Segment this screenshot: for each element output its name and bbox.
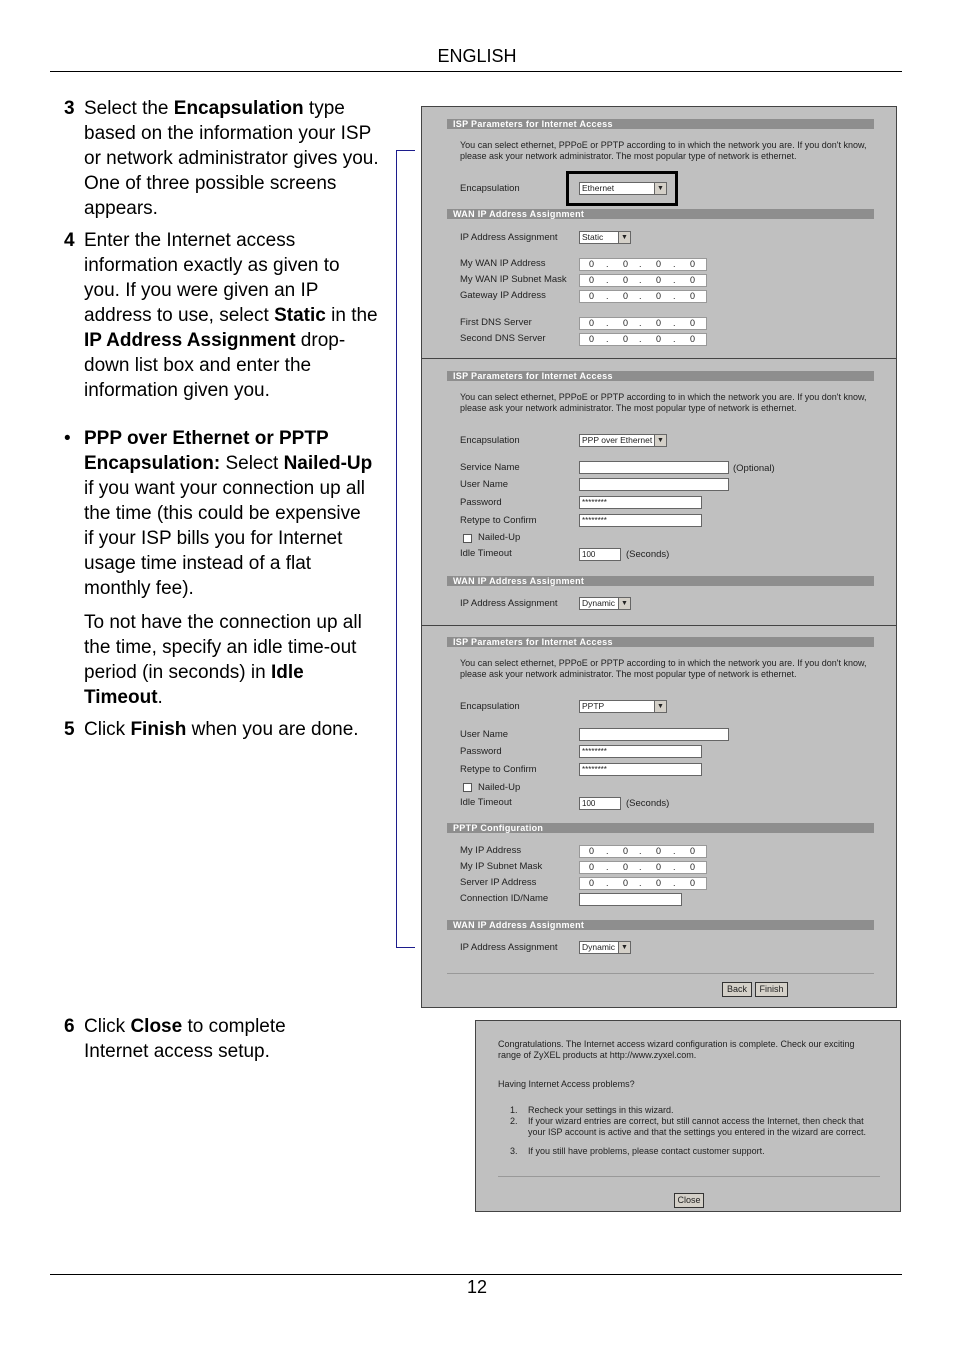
- close-button[interactable]: Close: [674, 1193, 704, 1208]
- user-name-input[interactable]: [579, 728, 729, 741]
- item-2-number: 2.: [510, 1116, 518, 1126]
- my-wan-ip-label: My WAN IP Address: [460, 258, 546, 269]
- problems-heading: Having Internet Access problems?: [498, 1079, 635, 1089]
- step-5: 5 Click Finish when you are done.: [64, 719, 359, 740]
- dns2-label: Second DNS Server: [460, 333, 546, 344]
- idle-timeout-label: Idle Timeout: [460, 548, 512, 559]
- isp-parameters-title: ISP Parameters for Internet Access: [447, 119, 874, 129]
- page-number: 12: [466, 1277, 488, 1297]
- password-input[interactable]: ********: [579, 745, 702, 758]
- retype-input[interactable]: ********: [579, 514, 702, 527]
- retype-label: Retype to Confirm: [460, 515, 537, 526]
- nailed-up-checkbox[interactable]: [463, 534, 472, 543]
- dropdown-arrow-icon: ▼: [618, 598, 630, 609]
- connection-id-label: Connection ID/Name: [460, 893, 549, 904]
- ip-assignment-select[interactable]: Dynamic ▼: [579, 941, 631, 954]
- item-2-text: If your wizard entries are correct, but still cannot access the Internet, then check that your ISP account is active and that the settings you entered in the wizard are correct.: [528, 1116, 867, 1137]
- back-button[interactable]: Back: [722, 982, 752, 997]
- encapsulation-select[interactable]: PPP over Ethernet ▼: [579, 434, 667, 447]
- nailed-up-label: Nailed-Up: [478, 532, 521, 543]
- idle-timeout-label: Idle Timeout: [460, 797, 512, 808]
- encapsulation-select[interactable]: PPTP ▼: [579, 700, 667, 713]
- step-6: 6 Click Close to complete Internet access setup.: [64, 1016, 286, 1062]
- step-3: 3 Select the Encapsulation type based on the information your ISP or network administrator gives you. One of three possible screens appears.: [64, 98, 379, 219]
- my-ip-label: My IP Address: [460, 845, 522, 856]
- ip-assignment-select[interactable]: Static ▼: [579, 231, 631, 244]
- service-name-input[interactable]: [579, 461, 729, 474]
- encapsulation-select[interactable]: Ethernet ▼: [579, 182, 667, 195]
- password-input[interactable]: ********: [579, 496, 702, 509]
- seconds-label: (Seconds): [626, 549, 670, 560]
- gateway-field[interactable]: 0 . 0 . 0 . 0: [579, 290, 707, 303]
- button-divider: [447, 973, 874, 974]
- nailed-up-checkbox[interactable]: [463, 783, 472, 792]
- ip-assignment-label: IP Address Assignment: [460, 942, 558, 953]
- isp-parameters-title: ISP Parameters for Internet Access: [447, 637, 874, 647]
- service-name-label: Service Name: [460, 462, 520, 473]
- user-name-input[interactable]: [579, 478, 729, 491]
- header-rule: [50, 71, 902, 72]
- item-3-number: 3.: [510, 1146, 518, 1156]
- footer-rule: [50, 1274, 902, 1275]
- dropdown-arrow-icon: ▼: [654, 701, 666, 712]
- wan-assignment-title: WAN IP Address Assignment: [447, 209, 874, 219]
- retype-label: Retype to Confirm: [460, 764, 537, 775]
- item-1-number: 1.: [510, 1105, 518, 1115]
- ip-assignment-select[interactable]: Dynamic ▼: [579, 597, 631, 610]
- password-label: Password: [460, 746, 502, 757]
- isp-description: You can select ethernet, PPPoE or PPTP according to in which the network you are. If you don't know, please ask your network administrator. The most popular type of network is ethernet.: [460, 392, 867, 413]
- ip-assignment-label: IP Address Assignment: [460, 232, 558, 243]
- retype-input[interactable]: ********: [579, 763, 702, 776]
- wan-assignment-title: WAN IP Address Assignment: [447, 920, 874, 930]
- my-mask-field[interactable]: 0 . 0 . 0 . 0: [579, 861, 707, 874]
- finish-button[interactable]: Finish: [755, 982, 788, 997]
- my-mask-label: My IP Subnet Mask: [460, 861, 543, 872]
- password-label: Password: [460, 497, 502, 508]
- isp-description: You can select ethernet, PPPoE or PPTP according to in which the network you are. If you don't know, please ask your network administrator. The most popular type of network is ethernet.: [460, 658, 867, 679]
- dropdown-arrow-icon: ▼: [654, 435, 666, 446]
- wan-assignment-title: WAN IP Address Assignment: [447, 576, 874, 586]
- encapsulation-label: Encapsulation: [460, 183, 520, 194]
- my-wan-mask-field[interactable]: 0 . 0 . 0 . 0: [579, 274, 707, 287]
- idle-timeout-paragraph: To not have the connection up all the time, specify an idle time-out period (in seconds) in Idle Timeout.: [84, 612, 362, 708]
- my-wan-ip-field[interactable]: 0 . 0 . 0 . 0: [579, 258, 707, 271]
- screen-ethernet: [421, 106, 897, 360]
- close-divider: [498, 1176, 880, 1177]
- optional-label: (Optional): [733, 463, 775, 474]
- isp-description: You can select ethernet, PPPoE or PPTP according to in which the network you are. If you don't know, please ask your network administrator. The most popular type of network is ethernet.: [460, 140, 867, 161]
- pptp-config-title: PPTP Configuration: [447, 823, 874, 833]
- encapsulation-label: Encapsulation: [460, 701, 520, 712]
- ip-assignment-label: IP Address Assignment: [460, 598, 558, 609]
- my-wan-mask-label: My WAN IP Subnet Mask: [460, 274, 567, 285]
- user-name-label: User Name: [460, 479, 509, 490]
- screen-complete: [475, 1020, 901, 1212]
- page-header: ENGLISH: [437, 46, 517, 66]
- bullet-ppp-pptp: • PPP over Ethernet or PPTP Encapsulation: Select Nailed-Up if you want your connection up all the time (this could be expensive if your ISP bills you for Internet usage time instead of a flat monthly fee).: [64, 428, 373, 599]
- dropdown-arrow-icon: ▼: [618, 232, 630, 243]
- dropdown-arrow-icon: ▼: [654, 183, 666, 194]
- server-ip-field[interactable]: 0 . 0 . 0 . 0: [579, 877, 707, 890]
- step-4: 4 Enter the Internet access information exactly as given to you. If you were given an IP address to use, select Static in the IP Address Assignment drop-down list box and enter the information given you.: [64, 230, 378, 401]
- dns1-label: First DNS Server: [460, 317, 532, 328]
- connection-id-input[interactable]: [579, 893, 682, 906]
- server-ip-label: Server IP Address: [460, 877, 537, 888]
- screens-bracket: [396, 150, 415, 948]
- dns1-field[interactable]: 0 . 0 . 0 . 0: [579, 317, 707, 330]
- item-3-text: If you still have problems, please contact customer support.: [528, 1146, 765, 1156]
- dropdown-arrow-icon: ▼: [618, 942, 630, 953]
- my-ip-field[interactable]: 0 . 0 . 0 . 0: [579, 845, 707, 858]
- encapsulation-label: Encapsulation: [460, 435, 520, 446]
- isp-parameters-title: ISP Parameters for Internet Access: [447, 371, 874, 381]
- dns2-field[interactable]: 0 . 0 . 0 . 0: [579, 333, 707, 346]
- screen-pptp: [421, 625, 897, 1008]
- item-1-text: Recheck your settings in this wizard.: [528, 1105, 674, 1115]
- seconds-label: (Seconds): [626, 798, 670, 809]
- screen-pppoe: [421, 358, 897, 628]
- idle-timeout-input[interactable]: 100: [579, 797, 621, 810]
- idle-timeout-input[interactable]: 100: [579, 548, 621, 561]
- congrats-text: Congratulations. The Internet access wizard configuration is complete. Check our exciting range of ZyXEL products at http://www.zyxel.com.: [498, 1039, 855, 1060]
- gateway-label: Gateway IP Address: [460, 290, 546, 301]
- user-name-label: User Name: [460, 729, 509, 740]
- nailed-up-label: Nailed-Up: [478, 782, 521, 793]
